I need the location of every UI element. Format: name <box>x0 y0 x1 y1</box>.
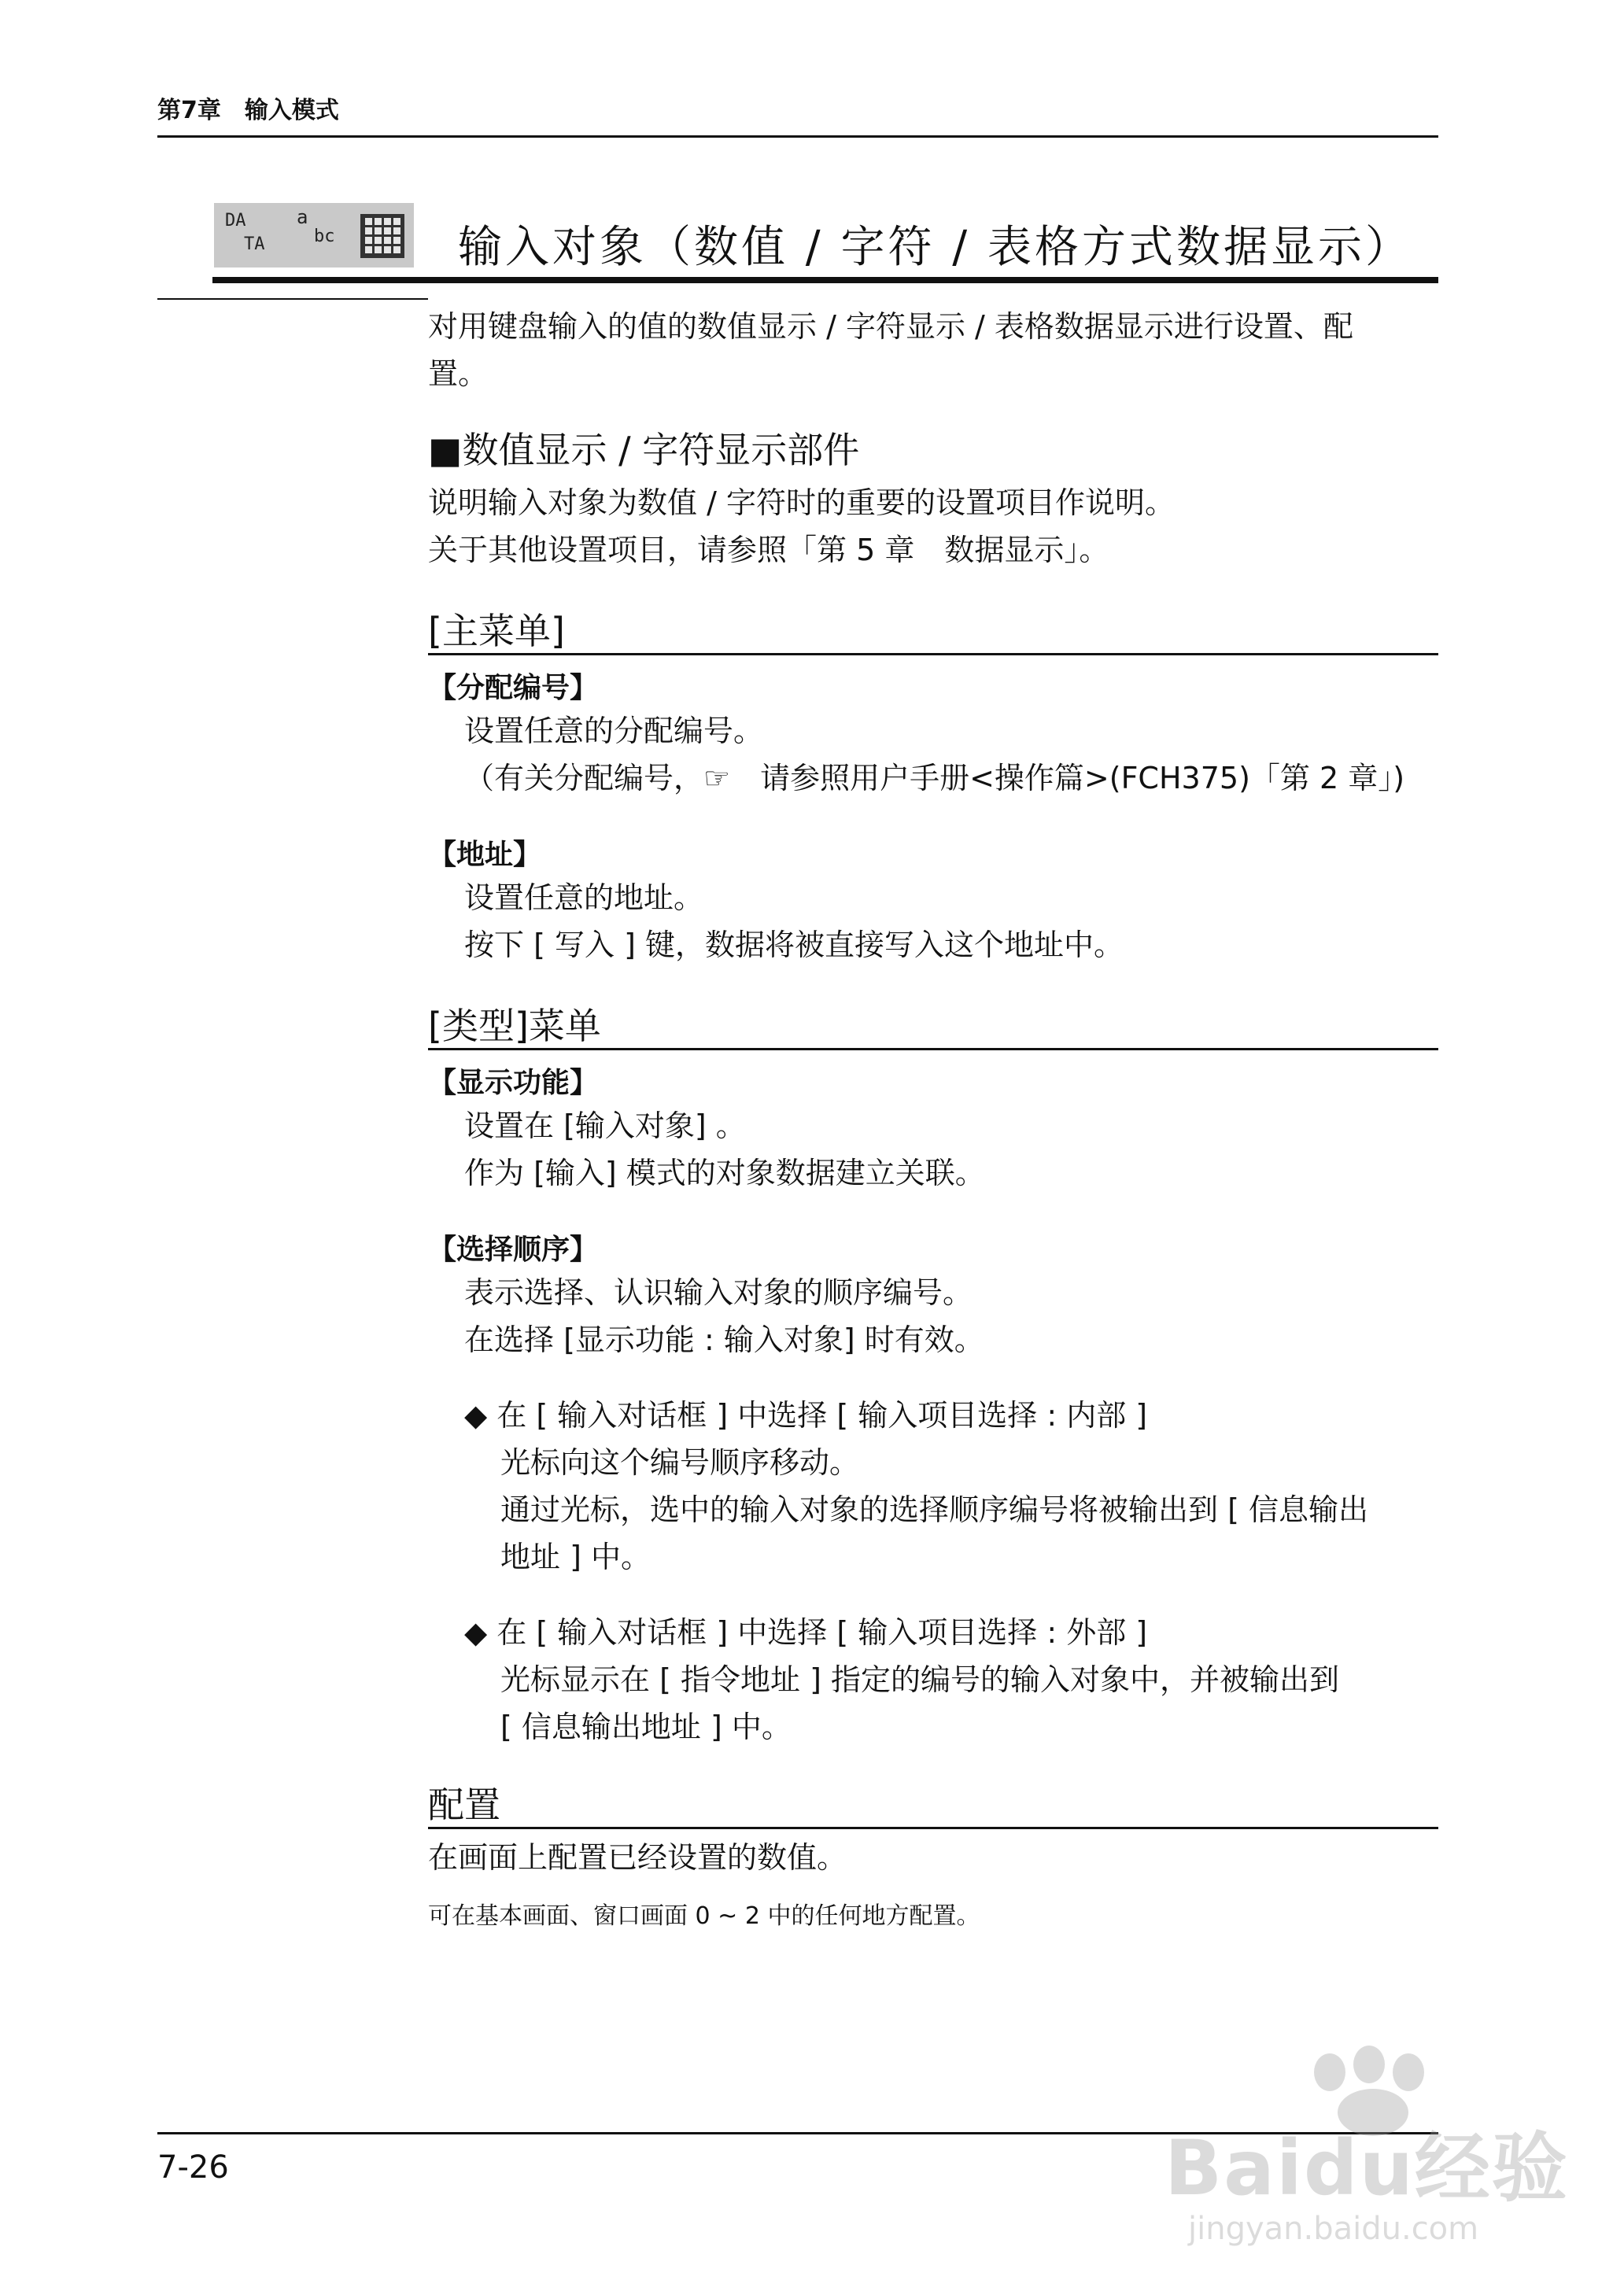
input-object-icons <box>214 203 414 267</box>
watermark-url: jingyan.baidu.com <box>1188 2211 1479 2247</box>
numeric-data-icon: DA TA <box>225 211 265 254</box>
placement-rule <box>428 1827 1438 1829</box>
assign-no-label: 【分配编号】 <box>428 672 599 704</box>
select-order-line-2: 在选择 [显示功能 : 输入对象] 时有效。 <box>464 1323 984 1357</box>
placement-line-2: 可在基本画面、窗口画面 0 ~ 2 中的任何地方配置。 <box>428 1902 980 1930</box>
table-grid-icon <box>356 203 408 267</box>
address-line-1: 设置任意的地址。 <box>464 880 704 915</box>
baidu-watermark <box>1164 2053 1589 2258</box>
type-menu-rule <box>428 1048 1438 1050</box>
display-function-line-1: 设置在 [输入对象] 。 <box>464 1109 746 1143</box>
parts-line-2: 关于其他设置项目，请参照「第 5 章 数据显示」。 <box>428 533 1109 567</box>
header-rule <box>157 135 1438 138</box>
title-rule <box>212 277 1438 283</box>
internal-bullet-line-2: 通过光标，选中的输入对象的选择顺序编号将被输出到 [ 信息输出 <box>500 1492 1368 1527</box>
parts-line-1: 说明输入对象为数值 / 字符时的重要的设置项目作说明。 <box>428 485 1175 520</box>
intro-line-1: 对用键盘输入的值的数值显示 / 字符显示 / 表格数据显示进行设置、配 <box>428 309 1353 344</box>
main-menu-rule <box>428 653 1438 655</box>
select-order-line-1: 表示选择、认识输入对象的顺序编号。 <box>464 1275 973 1310</box>
assign-no-line-1: 设置任意的分配编号。 <box>464 714 764 748</box>
internal-bullet-heading: ◆ 在 [ 输入对话框 ] 中选择 [ 输入项目选择 : 内部 ] <box>464 1398 1148 1433</box>
select-order-label: 【选择顺序】 <box>428 1234 599 1266</box>
internal-bullet-line-1: 光标向这个编号顺序移动。 <box>500 1445 860 1480</box>
page-number: 7-26 <box>157 2149 229 2186</box>
display-function-line-2: 作为 [输入] 模式的对象数据建立关联。 <box>464 1156 985 1190</box>
external-bullet-line-2: [ 信息输出地址 ] 中。 <box>500 1710 792 1744</box>
external-bullet-heading: ◆ 在 [ 输入对话框 ] 中选择 [ 输入项目选择 : 外部 ] <box>464 1615 1148 1650</box>
type-menu-heading: [类型]菜单 <box>428 1005 601 1047</box>
internal-bullet-line-3: 地址 ] 中。 <box>500 1540 651 1574</box>
margin-rule <box>157 298 428 300</box>
placement-line-1: 在画面上配置已经设置的数值。 <box>428 1840 847 1875</box>
intro-line-2: 置。 <box>428 356 489 391</box>
paw-icon <box>1314 2053 1345 2091</box>
section-heading-parts: ■数值显示 / 字符显示部件 <box>428 429 860 471</box>
character-data-icon: a bc <box>297 206 335 246</box>
external-bullet-line-1: 光标显示在 [ 指令地址 ] 指定的编号的输入对象中，并被输出到 <box>500 1662 1339 1697</box>
placement-heading: 配置 <box>428 1784 500 1826</box>
page-title: 输入对象（数值 / 字符 / 表格方式数据显示） <box>458 222 1412 273</box>
address-label: 【地址】 <box>428 839 542 871</box>
chapter-header: 第7章 输入模式 <box>157 97 339 124</box>
address-line-2: 按下 [ 写入 ] 键，数据将被直接写入这个地址中。 <box>464 928 1124 962</box>
assign-no-line-2: （有关分配编号，☞ 请参照用户手册<操作篇>(FCH375)「第 2 章」) <box>464 761 1405 795</box>
main-menu-heading: [主菜单] <box>428 610 565 652</box>
watermark-brand: Baidu经验 <box>1164 2124 1569 2212</box>
display-function-label: 【显示功能】 <box>428 1067 599 1099</box>
